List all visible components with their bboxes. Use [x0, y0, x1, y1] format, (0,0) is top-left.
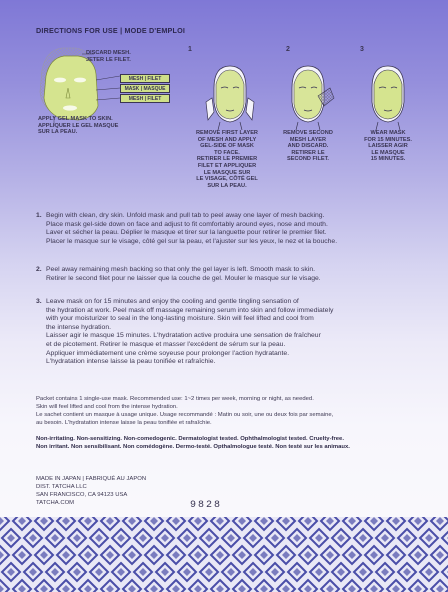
- apply-label: APPLY GEL MASK TO SKIN. APPLIQUER LE GEL MASQUE SUR LA PEAU.: [38, 116, 119, 136]
- directions-heading: DIRECTIONS FOR USE | MODE D'EMPLOI: [36, 26, 186, 35]
- mask-label: MASK | MASQUE: [120, 84, 170, 93]
- claims: Non-irritating. Non-sensitizing. Non-comedogenic. Dermatologist tested. Ophthalmologist tested. Cruelty-free. Non irritant. Non sensibilisant. Non comédogène. Dermo-testé. Opthalmologue testé. Non testé sur les animaux.: [36, 436, 350, 450]
- step-number: 3: [360, 46, 364, 53]
- step-3-text: WEAR MASK FOR 15 MINUTES. LAISSER AGIR LE MASQUE 15 MINUTES.: [364, 130, 412, 163]
- step-2: [272, 40, 344, 215]
- face-applying-mask-icon: [200, 58, 260, 130]
- layer-labels: [120, 74, 170, 104]
- mesh-label-top: MESH | FILET: [120, 74, 170, 83]
- step-number: 1: [188, 46, 192, 53]
- instruction-number: 2.: [36, 266, 42, 273]
- packet-info: Packet contains 1 single-use mask. Recommended use: 1~2 times per week, morning or night, as needed. Skin will feel lifted and cool from the intense hydration. Le sachet contient un masque à usage unique. Usage recommandé : Matin ou soir, une ou deux fois par semaine, au besoin. L'hydratation intense laisse la peau tonifiée et rafraîchie.: [36, 396, 334, 426]
- instruction-text: Peel away remaining mesh backing so that only the gel layer is left. Smooth mask to skin. Retirer le second filet pour ne laisser que la couche de gel. Mouler le masque sur le visage.: [46, 266, 321, 282]
- instruction-text: Leave mask on for 15 minutes and enjoy the cooling and gentle tingling sensation of the hydration at work. Peel mask off massage remaining serum into skin and follow immediately with your moisturizer to seal in the long-lasting moisture. Skin will feel lifted and cool from the intense hydration. Laisser agir le masque 15 minutes. L'hydratation active produira une sensation de fraîcheur et de picotement. Retirer le masque et masser l'excédent de sérum sur la peau. Appliquer immédiatement une crème soyeuse pour prolonger l'action hydratante. L'hydratation intense laisse la peau tonifiée et rafraîchie.: [46, 298, 334, 366]
- mask-diagram: [34, 40, 184, 140]
- mesh-label-bottom: MESH | FILET: [120, 94, 170, 103]
- manufacturer-info: MADE IN JAPAN | FABRIQUÉ AU JAPON DIST. TATCHA LLC SAN FRANCISCO, CA 94123 USA TATCHA.COM: [36, 476, 147, 506]
- instruction-number: 3.: [36, 298, 42, 305]
- discard-label: DISCARD MESH. JETER LE FILET.: [86, 50, 131, 63]
- face-removing-mesh-icon: [278, 58, 338, 130]
- step-1: [186, 40, 268, 215]
- instruction-number: 1.: [36, 212, 42, 219]
- step-3: [348, 40, 428, 215]
- lot-code: 9828: [190, 500, 223, 511]
- face-wearing-mask-icon: [358, 58, 418, 130]
- instruction-text: Begin with clean, dry skin. Unfold mask and pull tab to peel away one layer of mesh backing. Place mask gel-side down on face and adjust to fit comfortably around eyes, nose and mouth. Laver et sécher la peau. Déplier le masque et tirer sur la languette pour retirer le premier filet. Placer le masque sur le visage, côté gel sur la peau, et l'ajuster sur les yeux, le nez et la bouche.: [46, 212, 338, 245]
- step-number: 2: [286, 46, 290, 53]
- decorative-pattern: [0, 517, 448, 592]
- geometric-pattern-graphic: [0, 517, 448, 592]
- step-1-text: REMOVE FIRST LAYER OF MESH AND APPLY GEL-SIDE OF MASK TO FACE. RETIRER LE PREMIER FILET ET APPLIQUER LE MASQUE SUR LE VISAGE, CÔTÉ GEL SUR LA PEAU.: [196, 130, 258, 189]
- step-2-text: REMOVE SECOND MESH LAYER AND DISCARD. RETIRER LE SECOND FILET.: [283, 130, 333, 163]
